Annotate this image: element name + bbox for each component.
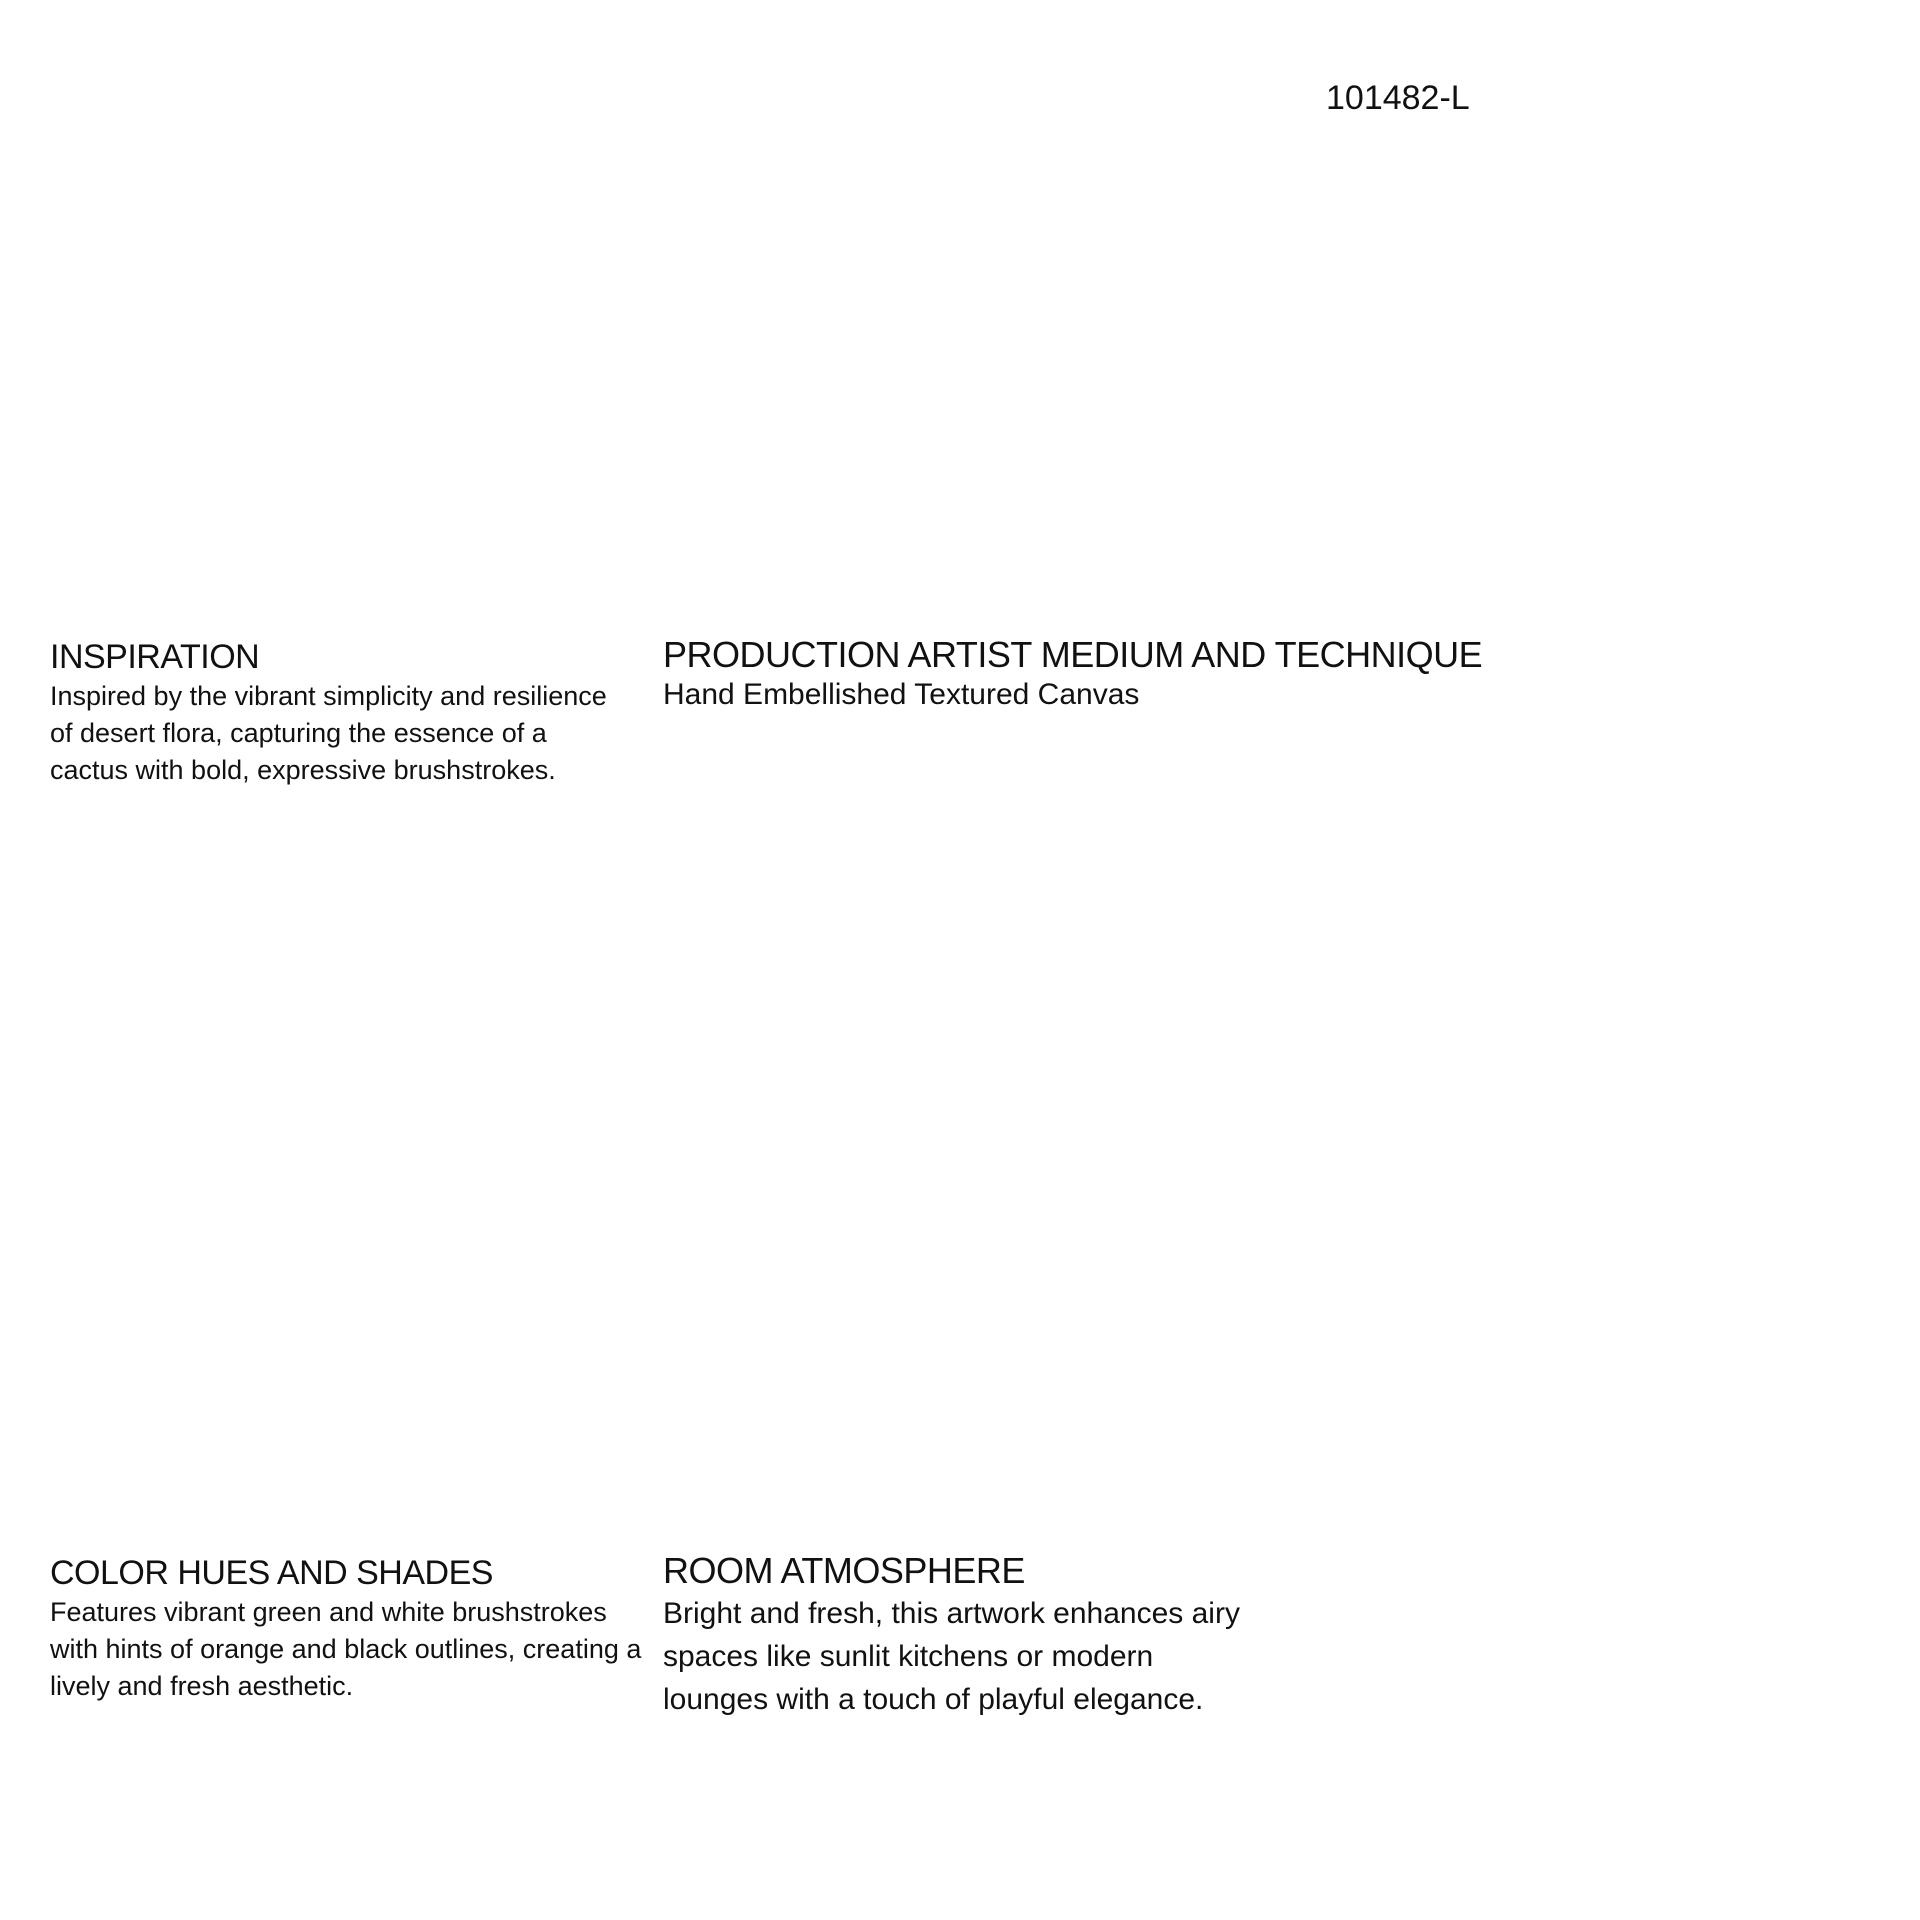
room-atmosphere-heading: ROOM ATMOSPHERE bbox=[663, 1550, 1025, 1591]
production-section bbox=[663, 634, 1763, 714]
inspiration-text: Inspired by the vibrant simplicity and resilience of desert flora, capturing the essence of a cactus with bold, expressive brushstrokes. bbox=[50, 681, 607, 785]
production-heading: PRODUCTION ARTIST MEDIUM AND TECHNIQUE bbox=[663, 634, 1483, 675]
product-sku: 101482-L bbox=[1326, 79, 1470, 117]
inspiration-heading: INSPIRATION bbox=[50, 638, 260, 676]
color-hues-text: Features vibrant green and white brushstrokes with hints of orange and black outlines, creating a lively and fresh aesthetic. bbox=[50, 1597, 642, 1701]
inspiration-section bbox=[50, 636, 610, 789]
production-text: Hand Embellished Textured Canvas bbox=[663, 678, 1140, 711]
color-hues-heading: COLOR HUES AND SHADES bbox=[50, 1554, 493, 1592]
room-atmosphere-section bbox=[663, 1550, 1243, 1721]
color-hues-section bbox=[50, 1552, 650, 1705]
room-atmosphere-text: Bright and fresh, this artwork enhances airy spaces like sunlit kitchens or modern lounges with a touch of playful elegance. bbox=[663, 1597, 1240, 1716]
